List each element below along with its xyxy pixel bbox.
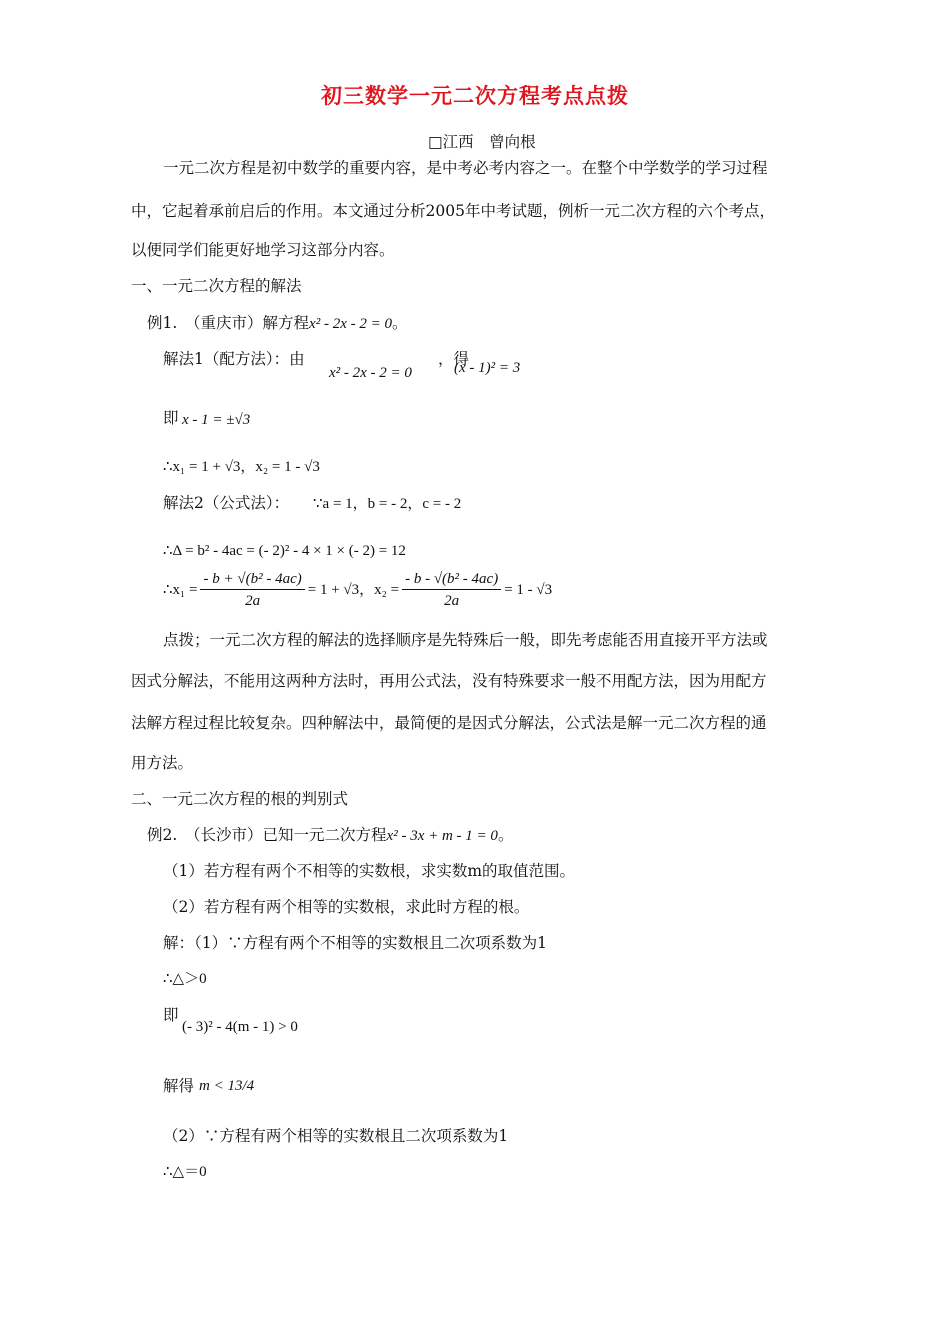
ji-2: 即	[163, 1006, 179, 1024]
example-1-end: 。	[391, 314, 408, 332]
solution-1-label: 解法1（配方法）：由	[163, 350, 305, 368]
intro-line-3: 以便同学们能更好地学习这部分内容。	[131, 241, 395, 259]
example-1-equation: x² - 2x - 2 = 0	[309, 316, 392, 332]
solution-2-label: 解法2（公式法）：	[163, 494, 290, 512]
formula-result-2: = 1 - √3	[504, 582, 553, 598]
solution-2-coefficients: ∵a = 1，b = - 2，c = - 2	[313, 496, 462, 512]
delta-equals-zero: ∴△＝0	[163, 1164, 207, 1180]
tip-line-3: 法解方程过程比较复杂。四种解法中，最简便的是因式分解法，公式法是解一元二次方程的通	[131, 714, 767, 732]
quadratic-formula	[163, 570, 552, 610]
step-ji-equation: x - 1 = ±√3	[182, 412, 251, 428]
step-ji: 即	[163, 409, 179, 427]
example-2	[147, 825, 513, 846]
section-heading-1: 一、一元二次方程的解法	[131, 277, 302, 295]
formula-lead: ∴x₁ =	[163, 582, 198, 598]
solution-2-part-1: 解：（1）∵方程有两个不相等的实数根且二次项系数为1	[163, 934, 547, 952]
section-heading-2: 二、一元二次方程的根的判别式	[131, 790, 349, 808]
example-2-label: 例2. （长沙市）已知一元二次方程	[147, 826, 387, 844]
example-1	[147, 313, 408, 334]
jiede-equation: m < 13/4	[199, 1078, 255, 1094]
example-1-label: 例1. （重庆市）解方程	[147, 314, 310, 332]
question-2: （2）若方程有两个相等的实数根，求此时方程的根。	[163, 898, 530, 916]
formula-denominator-1: 2a	[245, 593, 261, 609]
tip-line-2: 因式分解法，不能用这两种方法时，再用公式法，没有特殊要求一般不用配方法，因为用配方	[131, 672, 767, 690]
solution-1-mid: ，得	[438, 350, 470, 368]
solution-1-result: (x - 1)² = 3	[454, 360, 521, 376]
jiede-label: 解得	[163, 1077, 195, 1095]
example-2-equation: x² - 3x + m - 1 = 0	[386, 828, 498, 844]
inequality: (- 3)² - 4(m - 1) > 0	[182, 1019, 298, 1035]
tip-line-1: 点拨；一元二次方程的解法的选择顺序是先特殊后一般，即先考虑能否用直接开平方法或	[163, 631, 768, 649]
roots-1: ∴x₁ = 1 + √3，x₂ = 1 - √3	[163, 459, 320, 475]
formula-denominator-2: 2a	[444, 593, 460, 609]
example-2-end: 。	[497, 826, 514, 844]
delta-greater-than-zero: ∴△＞0	[163, 971, 207, 987]
formula-fraction-1	[200, 570, 304, 610]
solution-1-equation: x² - 2x - 2 = 0	[329, 365, 412, 381]
page-title: 初三数学一元二次方程考点点拨	[321, 83, 629, 108]
intro-line-2: 中，它起着承前启后的作用。本文通过分析2005年中考试题，例析一元二次方程的六个考点，	[131, 202, 775, 220]
formula-fraction-2	[402, 570, 501, 610]
discriminant: ∴Δ = b² - 4ac = (- 2)² - 4 × 1 × (- 2) = 12	[163, 543, 406, 559]
solution-1-line	[163, 349, 305, 369]
formula-result-1: = 1 + √3，x₂ =	[307, 582, 400, 598]
author-line: □江西 曾向根	[428, 133, 536, 151]
question-1: （1）若方程有两个不相等的实数根，求实数m的取值范围。	[163, 862, 576, 880]
formula-numerator-1: - b + √(b² - 4ac)	[200, 570, 304, 590]
intro-line-1: 一元二次方程是初中数学的重要内容，是中考必考内容之一。在整个中学数学的学习过程	[163, 159, 768, 177]
formula-numerator-2: - b - √(b² - 4ac)	[402, 570, 501, 590]
solution-2-part-2: （2）∵方程有两个相等的实数根且二次项系数为1	[163, 1127, 509, 1145]
tip-line-4: 用方法。	[131, 754, 194, 772]
